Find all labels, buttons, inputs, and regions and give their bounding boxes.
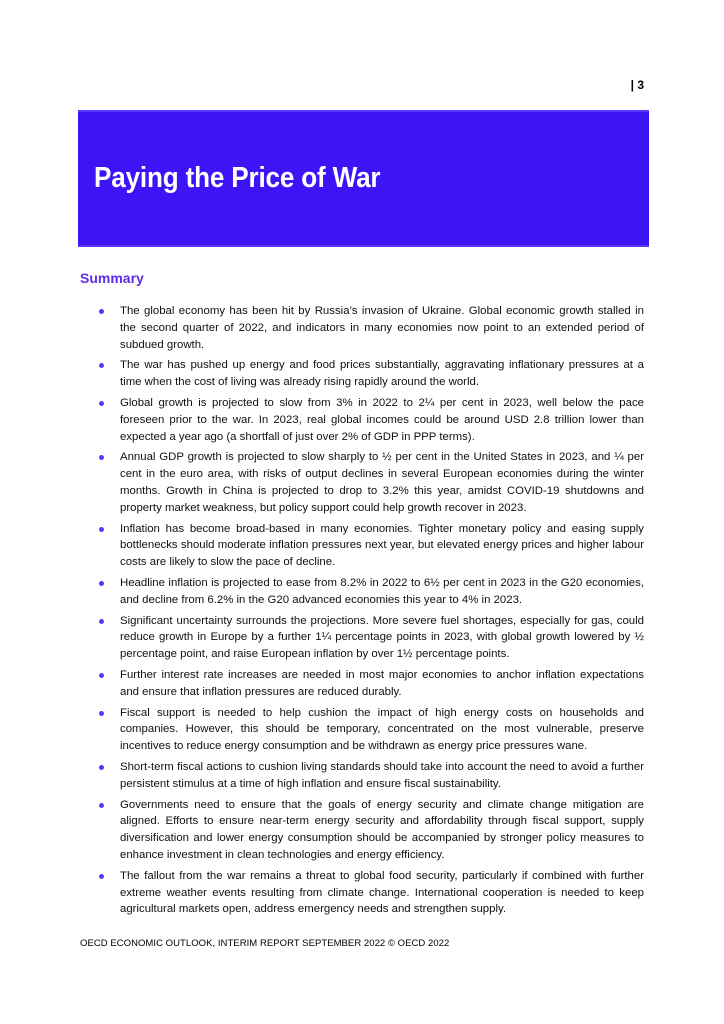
bullet-text: Fiscal support is needed to help cushion the impact of high energy costs on households and companies. However, this should be temporary, concentrated on the most vulnerable, preserve incentives to reduce energy consumption and be withdrawn as energy price pressures wane. — [120, 706, 644, 753]
bullet-text: Global growth is projected to slow from 3% in 2022 to 2¼ per cent in 2023, well below the pace foreseen prior to the war. In 2023, real global incomes could be around USD 2.8 trillion lower than expected a year ago (a shortfall of just over 2% of GDP in PPP terms). — [120, 396, 644, 443]
chapter-banner — [78, 110, 649, 247]
summary-bullet — [98, 575, 644, 609]
bullet-dot-icon — [99, 619, 104, 624]
bullet-text: Significant uncertainty surrounds the projections. More severe fuel shortages, especially for gas, could reduce growth in Europe by a further 1¼ percentage points in 2023, with global growth lowered by ½ percentage point, and raise European inflation by over 1½ percentage points. — [120, 614, 644, 661]
bullet-dot-icon — [99, 711, 104, 716]
bullet-text: Inflation has become broad-based in many economies. Tighter monetary policy and easing supply bottlenecks should moderate inflation pressures next year, but elevated energy prices and higher labour costs are likely to slow the pace of decline. — [120, 522, 644, 569]
bullet-dot-icon — [99, 401, 104, 406]
page-footer: OECD ECONOMIC OUTLOOK, INTERIM REPORT SEPTEMBER 2022 © OECD 2022 — [80, 938, 450, 949]
page-number: | 3 — [630, 78, 644, 92]
bullet-text: Annual GDP growth is projected to slow sharply to ½ per cent in the United States in 2023, and ¼ per cent in the euro area, with risks of output declines in several European economies during the winter months. Growth in China is projected to drop to 3.2% this year, amidst COVID-19 shutdowns and property market weakness, but policy support could help growth recover in 2023. — [120, 451, 644, 514]
bullet-dot-icon — [99, 765, 104, 770]
bullet-dot-icon — [99, 527, 104, 532]
chapter-title: Paying the Price of War — [94, 162, 381, 194]
bullet-text: Further interest rate increases are needed in most major economies to anchor inflation expectations and ensure that inflation pressures are reduced durably. — [120, 668, 644, 698]
summary-bullet — [98, 449, 644, 516]
summary-bullet — [98, 613, 644, 663]
bullet-dot-icon — [99, 363, 104, 368]
bullet-dot-icon — [99, 673, 104, 678]
bullet-dot-icon — [99, 581, 104, 586]
bullet-text: The war has pushed up energy and food prices substantially, aggravating inflationary pressures at a time when the cost of living was already rising rapidly around the world. — [120, 359, 644, 389]
summary-bullet — [98, 797, 644, 864]
bullet-text: Short-term fiscal actions to cushion living standards should take into account the need to avoid a further persistent stimulus at a time of high inflation and ensure fiscal sustainability. — [120, 760, 644, 790]
summary-bullet-list — [98, 303, 644, 922]
bullet-text: The fallout from the war remains a threat to global food security, particularly if combined with further extreme weather events resulting from climate change. International cooperation is needed to keep agricultural markets open, address emergency needs and strengthen supply. — [120, 869, 644, 916]
bullet-dot-icon — [99, 803, 104, 808]
bullet-dot-icon — [99, 455, 104, 460]
summary-heading: Summary — [80, 270, 144, 286]
summary-bullet — [98, 705, 644, 755]
summary-bullet — [98, 395, 644, 445]
summary-bullet — [98, 868, 644, 918]
summary-bullet — [98, 667, 644, 701]
summary-bullet — [98, 521, 644, 571]
bullet-text: Headline inflation is projected to ease from 8.2% in 2022 to 6½ per cent in 2023 in the G20 economies, and decline from 6.2% in the G20 advanced economies this year to 4% in 2023. — [120, 576, 644, 606]
summary-bullet — [98, 303, 644, 353]
bullet-text: Governments need to ensure that the goals of energy security and climate change mitigation are aligned. Efforts to ensure near-term energy security and affordability through fiscal support, supply diversification and lower energy consumption should be accompanied by stronger policy measures to enhance investment in clean technologies and energy efficiency. — [120, 798, 644, 861]
bullet-dot-icon — [99, 874, 104, 879]
bullet-dot-icon — [99, 309, 104, 314]
summary-bullet — [98, 759, 644, 793]
summary-bullet — [98, 357, 644, 391]
bullet-text: The global economy has been hit by Russia’s invasion of Ukraine. Global economic growth stalled in the second quarter of 2022, and indicators in many economies now point to an extended period of subdued growth. — [120, 305, 644, 351]
